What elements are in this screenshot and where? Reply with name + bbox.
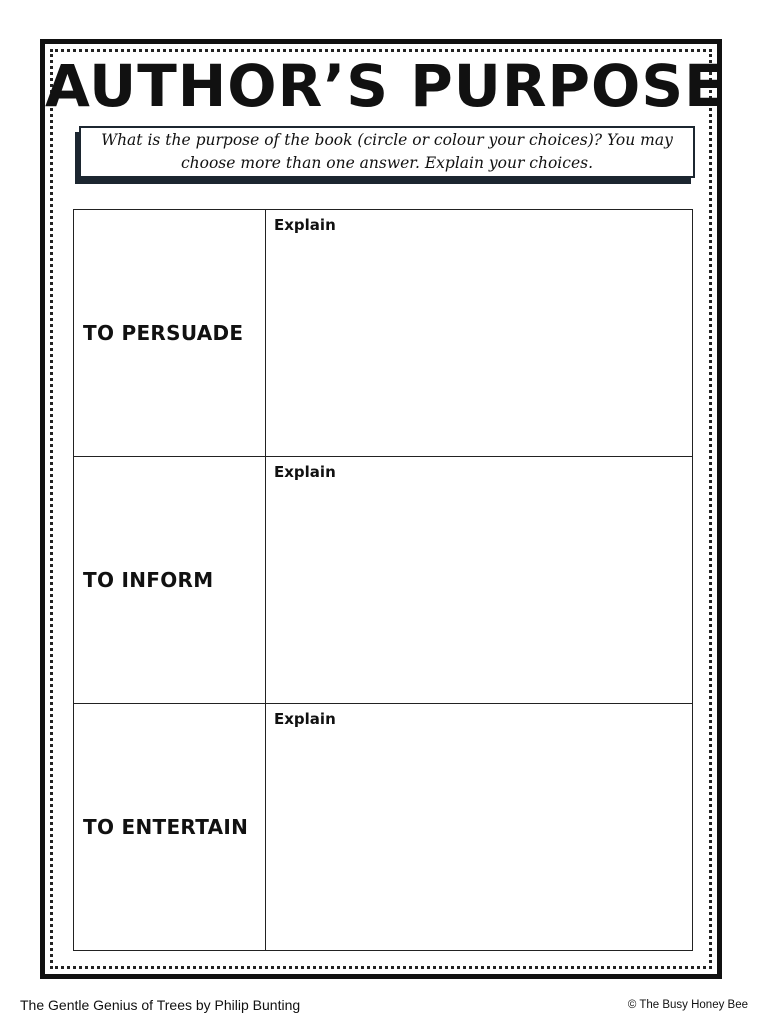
- explain-cell-inform[interactable]: [266, 457, 693, 704]
- instructions-text: What is the purpose of the book (circle or colour your choices)? You may choose more than one answer. Explain your choices.: [101, 131, 673, 172]
- purpose-label-inform: TO INFORM: [83, 568, 214, 592]
- table-row: [74, 704, 693, 951]
- purpose-label-cell: [74, 457, 266, 704]
- purpose-table: [73, 209, 693, 951]
- explain-label: Explain: [274, 710, 336, 728]
- explain-label: Explain: [274, 216, 336, 234]
- explain-cell-entertain[interactable]: [266, 704, 693, 951]
- footer-copyright: © The Busy Honey Bee: [627, 999, 748, 1011]
- purpose-label-entertain: TO ENTERTAIN: [83, 815, 249, 839]
- table-row: [74, 457, 693, 704]
- worksheet-title: AUTHOR’S PURPOSE: [45, 52, 725, 120]
- table-row: [74, 210, 693, 457]
- purpose-label-persuade: TO PERSUADE: [83, 321, 244, 345]
- purpose-label-cell: [74, 704, 266, 951]
- explain-label: Explain: [274, 463, 336, 481]
- purpose-label-cell: [74, 210, 266, 457]
- footer-book-credit: The Gentle Genius of Trees by Philip Bunting: [20, 997, 301, 1013]
- instructions-box: [79, 126, 695, 178]
- worksheet-frame: [40, 39, 725, 979]
- explain-cell-persuade[interactable]: [266, 210, 693, 457]
